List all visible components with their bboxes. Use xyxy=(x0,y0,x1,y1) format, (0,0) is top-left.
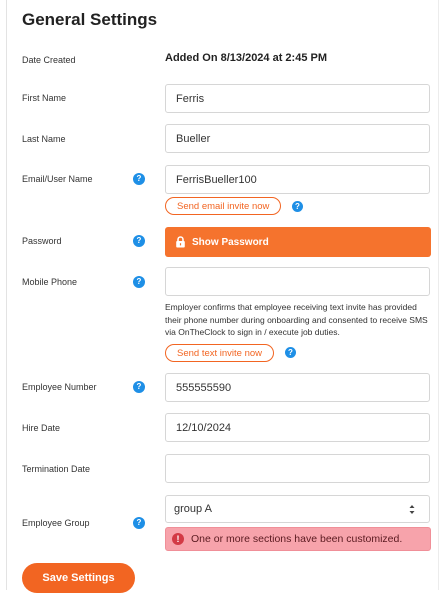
employee-group-help-icon[interactable]: ? xyxy=(133,517,145,529)
text-invite-help-icon[interactable]: ? xyxy=(285,347,296,358)
termination-date-input[interactable] xyxy=(165,454,430,483)
first-name-input[interactable]: Ferris xyxy=(165,84,430,113)
employee-group-select[interactable] xyxy=(165,495,430,523)
mobile-phone-help-icon[interactable]: ? xyxy=(133,276,145,288)
date-created-label: Date Created xyxy=(22,55,76,65)
customized-alert xyxy=(165,527,431,551)
employee-number-help-icon[interactable]: ? xyxy=(133,381,145,393)
hire-date-input[interactable]: 12/10/2024 xyxy=(165,413,430,442)
exclamation-icon: ! xyxy=(172,533,184,545)
password-label: Password xyxy=(22,236,62,246)
send-text-invite-button[interactable]: Send text invite now xyxy=(165,344,274,362)
left-border xyxy=(6,0,7,590)
employee-number-label: Employee Number xyxy=(22,382,97,392)
send-email-invite-button[interactable]: Send email invite now xyxy=(165,197,281,215)
last-name-input[interactable]: Bueller xyxy=(165,124,430,153)
lock-icon xyxy=(175,236,186,248)
mobile-phone-label: Mobile Phone xyxy=(22,277,78,287)
save-settings-button[interactable]: Save Settings xyxy=(22,563,135,593)
employee-group-selected: group A xyxy=(174,503,212,515)
first-name-label: First Name xyxy=(22,93,67,103)
email-label: Email/User Name xyxy=(22,174,93,184)
select-arrows-icon xyxy=(409,504,415,515)
email-help-icon[interactable]: ? xyxy=(133,173,145,185)
email-input[interactable]: FerrisBueller100 xyxy=(165,165,430,194)
page-title: General Settings xyxy=(22,10,158,29)
mobile-phone-input[interactable] xyxy=(165,267,430,296)
hire-date-label: Hire Date xyxy=(22,423,61,433)
termination-date-label: Termination Date xyxy=(22,464,91,474)
employee-number-input[interactable]: 555555590 xyxy=(165,373,430,402)
password-help-icon[interactable]: ? xyxy=(133,235,145,247)
email-invite-help-icon[interactable]: ? xyxy=(292,201,303,212)
date-created-value: Added On 8/13/2024 at 2:45 PM xyxy=(165,52,328,64)
sms-consent-text: Employer confirms that employee receiving text invite has provided their phone number during onboarding and consented to receive SMS via OnTheClock to sign in / execute job duties. xyxy=(165,302,428,337)
employee-group-label: Employee Group xyxy=(22,518,90,528)
last-name-label: Last Name xyxy=(22,134,66,144)
show-password-label: Show Password xyxy=(192,236,269,248)
alert-text: One or more sections have been customized. xyxy=(191,533,403,545)
show-password-button[interactable] xyxy=(165,227,431,257)
right-border xyxy=(438,0,439,590)
